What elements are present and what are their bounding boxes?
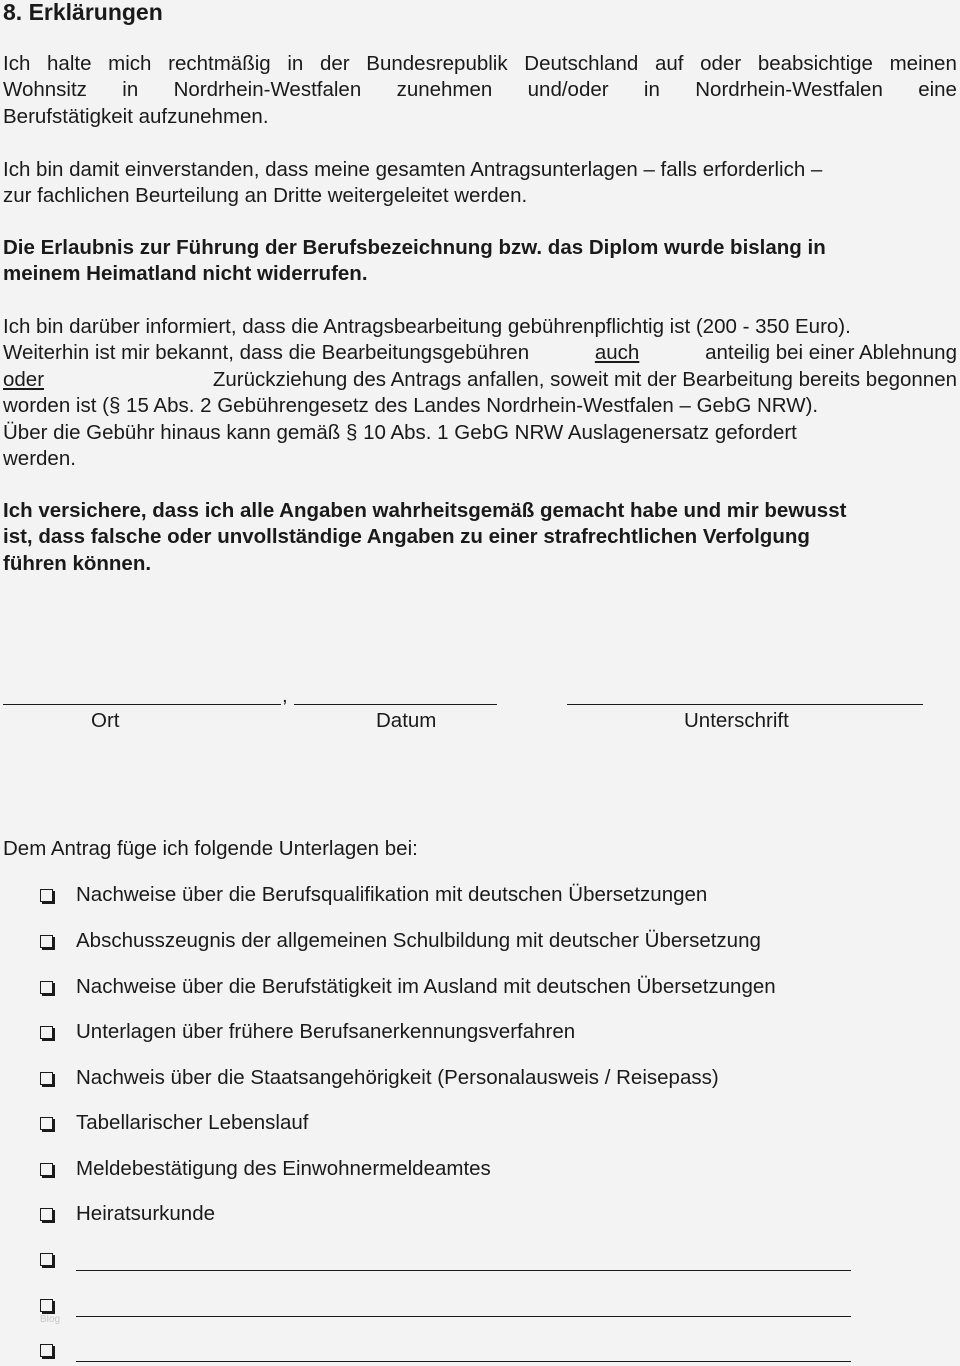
checkbox-icon[interactable]	[40, 1208, 53, 1221]
enclosure-item[interactable]: Tabellarischer Lebenslauf	[40, 1110, 308, 1136]
enclosure-item[interactable]: Nachweise über die Berufstätigkeit im Ausland mit deutschen Übersetzungen	[40, 974, 776, 1000]
enclosure-blank-item[interactable]	[40, 1246, 851, 1272]
checkbox-icon[interactable]	[40, 1344, 53, 1357]
blank-fill-line[interactable]	[76, 1252, 851, 1271]
enclosures-intro: Dem Antrag füge ich folgende Unterlagen bei:	[3, 837, 418, 860]
declaration-residence-line-3: Berufstätigkeit aufzunehmen.	[3, 104, 269, 128]
underlined-oder: oder	[3, 367, 45, 391]
declaration-residence-line-1: Ich halte mich rechtmäßig in der Bundesrepublik Deutschland auf oder beabsichtige meinen	[3, 52, 957, 75]
place-signature-line[interactable]	[3, 704, 281, 705]
blank-fill-line[interactable]	[76, 1298, 851, 1317]
signature-label: Unterschrift	[684, 709, 789, 732]
declaration-fees: Ich bin darüber informiert, dass die Antragsbearbeitung gebührenpflichtig ist (200 - 350 Euro). Weiterhin ist mir bekannt, dass die Bearbeitungsgebühren auch anteilig bei einer Ablehnung oder Zurückziehung des Antrags anfallen, soweit mit der Bearbeitung bereits begonnen worden ist (§ 15 Abs. 2 Gebührengesetz des Landes Nordrhein-Westfalen – GebG NRW). Über die Gebühr hinaus kann gemäß § 10 Abs. 1 GebG NRW Auslagenersatz gefordert werden.	[3, 315, 957, 471]
checkbox-icon[interactable]	[40, 889, 53, 902]
signature-comma: ,	[282, 684, 288, 707]
date-label: Datum	[376, 709, 437, 732]
enclosure-blank-item[interactable]	[40, 1337, 851, 1363]
declaration-residence	[3, 51, 957, 130]
checkbox-icon[interactable]	[40, 981, 53, 994]
declaration-residence-line-2: Wohnsitz in Nordrhein-Westfalen zunehmen und/oder in Nordrhein-Westfalen eine	[3, 78, 957, 102]
enclosure-blank-item[interactable]	[40, 1292, 851, 1318]
checkbox-icon[interactable]	[40, 1072, 53, 1085]
checkbox-icon[interactable]	[40, 1117, 53, 1130]
checkbox-icon[interactable]	[40, 1163, 53, 1176]
blank-fill-line[interactable]	[76, 1343, 851, 1362]
enclosure-item[interactable]: Nachweis über die Staatsangehörigkeit (Personalausweis / Reisepass)	[40, 1065, 719, 1091]
place-label: Ort	[91, 709, 120, 732]
enclosure-item[interactable]: Unterlagen über frühere Berufsanerkennungsverfahren	[40, 1019, 575, 1045]
date-signature-line[interactable]	[294, 704, 497, 705]
watermark: Blog	[40, 1314, 61, 1325]
declaration-truthfulness: Ich versichere, dass ich alle Angaben wahrheitsgemäß gemacht habe und mir bewusst ist, dass falsche oder unvollständige Angaben zu einer strafrechtlichen Verfolgung führen können.	[3, 499, 847, 575]
section-heading: 8. Erklärungen	[3, 0, 163, 25]
enclosure-item[interactable]: Abschusszeugnis der allgemeinen Schulbildung mit deutscher Übersetzung	[40, 928, 761, 954]
enclosure-item[interactable]: Heiratsurkunde	[40, 1201, 215, 1227]
checkbox-icon[interactable]	[40, 935, 53, 948]
underlined-auch: auch	[594, 341, 640, 365]
enclosure-item[interactable]: Nachweise über die Berufsqualifikation mit deutschen Übersetzungen	[40, 882, 707, 908]
signature-line[interactable]	[567, 704, 923, 705]
enclosure-item[interactable]: Meldebestätigung des Einwohnermeldeamtes	[40, 1156, 491, 1182]
checkbox-icon[interactable]	[40, 1253, 53, 1266]
declaration-consent: Ich bin damit einverstanden, dass meine gesamten Antragsunterlagen – falls erforderlich – zur fachlichen Beurteilung an Dritte weitergeleitet werden.	[3, 158, 823, 208]
checkbox-icon[interactable]	[40, 1026, 53, 1039]
checkbox-icon[interactable]	[40, 1299, 53, 1312]
declaration-not-revoked: Die Erlaubnis zur Führung der Berufsbezeichnung bzw. das Diplom wurde bislang in meinem Heimatland nicht widerrufen.	[3, 236, 826, 286]
